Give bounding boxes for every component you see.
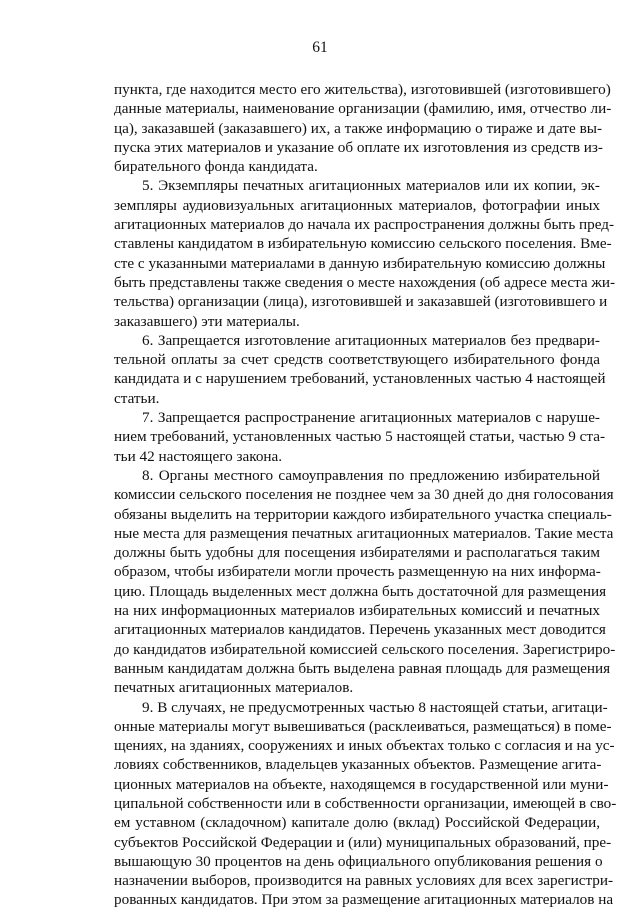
- text-line: ца), заказавшей (заказавшего) их, а также информацию о тираже и дате вы-: [114, 119, 603, 137]
- text-line: субъектов Российской Федерации и (или) муниципальных образований, пре-: [114, 833, 612, 851]
- text-line: агитационных материалов кандидатов. Перечень указанных мест доводится: [114, 621, 606, 639]
- text-line: данные материалы, наименование организации (фамилию, имя, отчество ли-: [114, 100, 612, 118]
- paragraph-continuation: [114, 80, 612, 176]
- text-line: комиссии сельского поселения не позднее чем за 30 дней до дня голосования: [114, 486, 614, 504]
- page-number: 61: [312, 39, 328, 56]
- text-line: кандидата и с нарушением требований, установленных частью 4 настоящей: [114, 370, 606, 388]
- text-line: щениях, на зданиях, сооружениях и иных объектах только с согласия и на ус-: [114, 737, 615, 755]
- text-line: онные материалы могут вывешиваться (расклеиваться, размещаться) в поме-: [114, 717, 612, 735]
- text-line: до кандидатов избирательной комиссией сельского поселения. Зарегистриро-: [114, 640, 616, 658]
- text-line: ципальной собственности или в собственности организации, имеющей в сво-: [114, 794, 617, 812]
- text-line: ставлены кандидатом в избирательную комиссию сельского поселения. Вме-: [114, 235, 612, 253]
- text-line: сте с указанными материалами в данную избирательную комиссию должны: [114, 254, 606, 272]
- text-line: должны быть удобны для посещения избирателями и располагаться таким: [114, 544, 600, 562]
- text-line: ловиях собственников, владельцев указанных объектов. Размещение агита-: [114, 756, 602, 774]
- text-line: 9. В случаях, не предусмотренных частью 8 настоящей статьи, агитаци-: [142, 698, 608, 716]
- text-line: 7. Запрещается распространение агитационных материалов с наруше-: [142, 409, 600, 427]
- text-line: тельной оплаты за счет средств соответствующего избирательного фонда: [114, 351, 600, 369]
- paragraph-7: [114, 408, 606, 466]
- text-line: назначении выборов, производится на равных условиях для всех зарегистри-: [114, 872, 614, 890]
- text-line: ционных материалов на объекте, находящемся в государственной или муни-: [114, 775, 609, 793]
- text-line: земпляры аудиовизуальных агитационных материалов, фотографии иных: [114, 196, 600, 214]
- paragraph-8: [114, 466, 616, 698]
- text-line: быть представлены также сведения о месте нахождения (об адресе места жи-: [114, 273, 616, 291]
- text-line: печатных агитационных материалов.: [114, 679, 354, 697]
- text-line: бирательного фонда кандидата.: [114, 158, 318, 176]
- text-line: пуска этих материалов и указание об оплате их изготовления из средств из-: [114, 138, 603, 156]
- text-line: 8. Органы местного самоуправления по предложению избирательной: [142, 466, 600, 484]
- text-line: 5. Экземпляры печатных агитационных материалов или их копии, эк-: [142, 177, 600, 195]
- text-line: статьи.: [114, 389, 160, 407]
- text-line: на них информационных материалов избирательных комиссий и печатных: [114, 602, 600, 620]
- text-line: пункта, где находится место его жительства), изготовившей (изготовившего): [114, 81, 611, 98]
- text-line: образом, чтобы избиратели могли прочесть размещенную на них информа-: [114, 563, 601, 581]
- text-line: ем уставном (складочном) капитале долю (вклад) Российской Федерации,: [114, 814, 600, 832]
- paragraph-9: [114, 698, 617, 910]
- text-line: ные места для размещения печатных агитационных материалов. Такие места: [114, 524, 614, 542]
- text-line: нием требований, установленных частью 5 настоящей статьи, частью 9 ста-: [114, 428, 606, 446]
- text-line: рованных кандидатов. При этом за размещение агитационных материалов на: [114, 891, 614, 909]
- text-line: обязаны выделить на территории каждого избирательного участка специаль-: [114, 505, 612, 523]
- document-body: [114, 80, 617, 910]
- text-line: агитационных материалов до начала их распространения должны быть пред-: [114, 216, 615, 234]
- text-line: тьи 42 настоящего закона.: [114, 447, 283, 465]
- text-line: заказавшего) эти материалы.: [114, 312, 300, 330]
- text-line: тельства) организации (лица), изготовившей и заказавшей (изготовившего и: [114, 293, 608, 311]
- text-line: ванным кандидатам должна быть выделена равная площадь для размещения: [114, 659, 611, 677]
- text-line: цию. Площадь выделенных мест должна быть достаточной для размещения: [114, 582, 607, 600]
- paragraph-5: [114, 176, 616, 330]
- paragraph-6: [114, 331, 606, 408]
- text-line: вышающую 30 процентов на день официального опубликования решения о: [114, 852, 603, 870]
- text-line: 6. Запрещается изготовление агитационных материалов без предвари-: [142, 331, 600, 349]
